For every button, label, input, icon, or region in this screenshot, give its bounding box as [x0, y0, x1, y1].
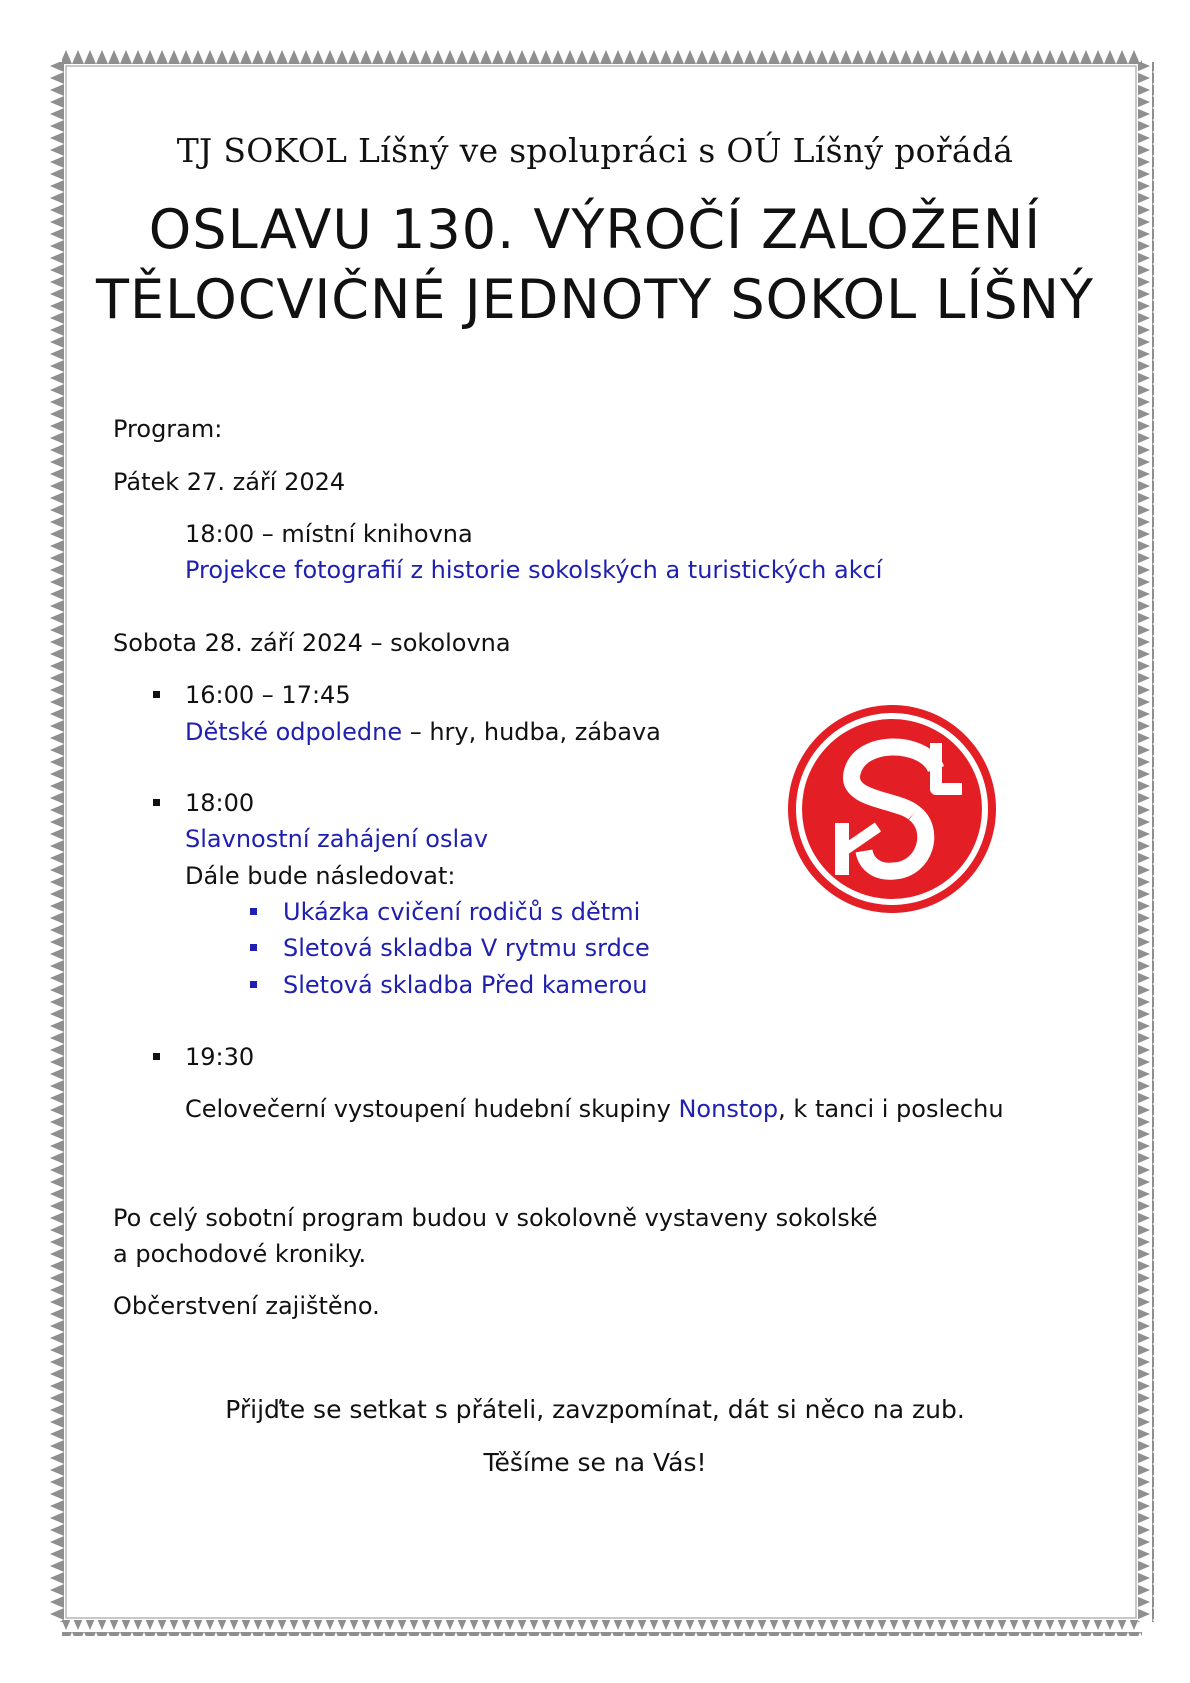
organizer-subtitle: TJ SOKOL Líšný ve spolupráci s OÚ Líšný pořádá — [176, 131, 1014, 170]
closing-invite: Přijďte se setkat s přáteli, zavzpomínat, dát si něco na zub. — [225, 1395, 965, 1424]
saturday-item2-activity: Slavnostní zahájení oslav — [185, 825, 489, 853]
sub-bullet-marker — [250, 981, 257, 988]
sub-item: Sletová skladba Před kamerou — [283, 971, 648, 999]
sokol-logo — [786, 703, 998, 915]
notes-line-1: Po celý sobotní program budou v sokolovně vystaveny sokolské — [113, 1204, 878, 1232]
closing-greeting: Těšíme se na Vás! — [483, 1448, 707, 1477]
saturday-item3-line — [185, 1094, 1004, 1124]
saturday-item2-follow: Dále bude následovat: — [185, 862, 456, 890]
program-label: Program: — [113, 415, 223, 443]
bullet-marker — [153, 1053, 160, 1060]
saturday-item1-activity: Dětské odpoledne — [185, 718, 403, 746]
sub-item: Ukázka cvičení rodičů s dětmi — [283, 898, 641, 926]
sub-item: Sletová skladba V rytmu srdce — [283, 934, 650, 962]
saturday-item3-time: 19:30 — [185, 1043, 255, 1071]
saturday-item2-time: 18:00 — [185, 789, 255, 817]
friday-time-place: 18:00 – místní knihovna — [185, 520, 473, 548]
event-title-line-1: OSLAVU 130. VÝROČÍ ZALOŽENÍ — [148, 198, 1042, 261]
saturday-item1-rest: – hry, hudba, zábava — [402, 718, 661, 746]
bullet-marker — [153, 799, 160, 806]
sub-bullet-marker — [250, 944, 257, 951]
saturday-item3-text-after: , k tanci i poslechu — [778, 1095, 1004, 1123]
refreshments-note: Občerstvení zajištěno. — [113, 1292, 380, 1320]
notes-line-2: a pochodové kroniky. — [113, 1240, 367, 1268]
event-title-line-2: TĚLOCVIČNÉ JEDNOTY SOKOL LÍŠNÝ — [95, 268, 1095, 331]
friday-heading: Pátek 27. září 2024 — [113, 468, 346, 496]
bullet-marker — [153, 691, 160, 698]
sub-bullet-marker — [250, 908, 257, 915]
saturday-item1-line — [185, 717, 661, 747]
saturday-item3-text-before: Celovečerní vystoupení hudební skupiny — [185, 1095, 679, 1123]
friday-activity: Projekce fotografií z historie sokolských a turistických akcí — [185, 556, 883, 584]
saturday-heading: Sobota 28. září 2024 – sokolovna — [113, 629, 511, 657]
band-name: Nonstop — [678, 1095, 779, 1123]
saturday-item1-time: 16:00 – 17:45 — [185, 681, 351, 709]
